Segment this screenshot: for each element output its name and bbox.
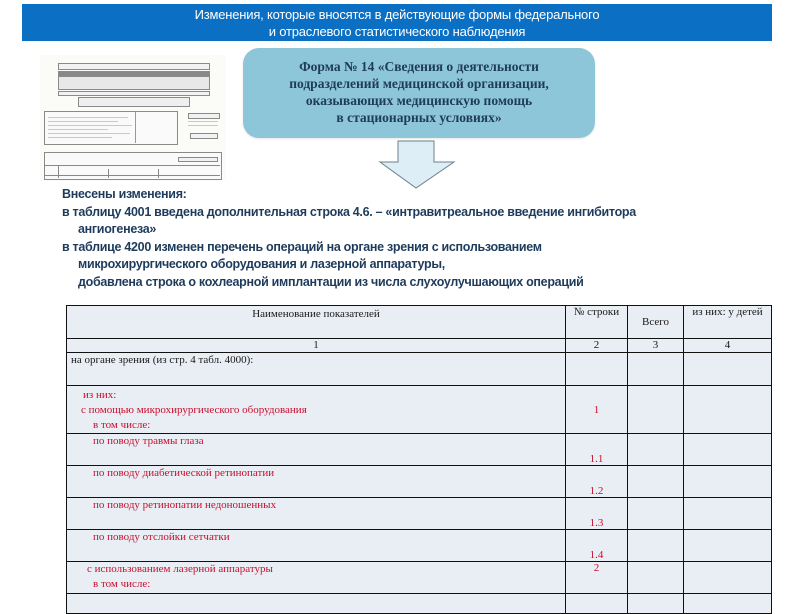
row-label	[67, 562, 566, 594]
column-number-3: 3	[628, 339, 684, 353]
row-number-cell: 1.1	[566, 434, 628, 466]
table-row	[67, 466, 772, 498]
total-cell[interactable]	[628, 530, 684, 562]
children-cell[interactable]	[684, 562, 772, 594]
row-label-line: в том числе:	[93, 419, 151, 431]
total-cell[interactable]	[628, 353, 684, 386]
row-label-line: с помощью микрохирургического оборудования	[81, 404, 307, 416]
callout-line-1: Форма № 14 «Сведения о деятельности	[299, 59, 539, 74]
row-number-cell	[566, 594, 628, 614]
form-14-callout	[243, 48, 595, 138]
row-label-line: с использованием лазерной аппаратуры	[87, 563, 273, 575]
row-label	[67, 594, 566, 614]
arrow-down-icon	[378, 140, 458, 190]
table-header-row	[67, 306, 772, 339]
title-line-1: Изменения, которые вносятся в действующие формы федерального	[194, 7, 600, 22]
row-label	[67, 530, 566, 562]
change-item-2-line-1: в таблице 4200 изменен перечень операций на органе зрения с использованием	[62, 239, 542, 254]
children-cell[interactable]	[684, 386, 772, 434]
row-label-line: в том числе:	[93, 578, 151, 590]
header-row-number: № строки	[566, 306, 628, 339]
row-number-cell: 1.3	[566, 498, 628, 530]
header-indicator-name: Наименование показателей	[67, 306, 566, 339]
children-cell[interactable]	[684, 434, 772, 466]
row-label-line: по поводу ретинопатии недоношенных	[93, 499, 277, 511]
row-number-cell: 1.2	[566, 466, 628, 498]
form-document-thumbnail	[40, 55, 226, 181]
callout-line-2: подразделений медицинской организации,	[289, 76, 549, 91]
row-label-line: на органе зрения (из стр. 4 табл. 4000):	[71, 354, 254, 366]
row-label	[67, 386, 566, 434]
children-cell[interactable]	[684, 353, 772, 386]
row-label-line: по поводу отслойки сетчатки	[93, 531, 230, 543]
children-cell[interactable]	[684, 594, 772, 614]
table-row	[67, 530, 772, 562]
column-number-2: 2	[566, 339, 628, 353]
header-total: Всего	[628, 306, 684, 339]
row-label	[67, 353, 566, 386]
table-column-numbers-row	[67, 339, 772, 353]
callout-line-4: в стационарных условиях»	[336, 110, 502, 125]
total-cell[interactable]	[628, 386, 684, 434]
table-row	[67, 434, 772, 466]
changes-description	[62, 186, 782, 292]
row-label-line: по поводу травмы глаза	[93, 435, 204, 447]
row-number-cell	[566, 353, 628, 386]
slide-title-banner	[22, 4, 772, 41]
header-children: из них: у детей	[684, 306, 772, 339]
change-item-1-line-1: в таблицу 4001 введена дополнительная строка 4.6. – «интравитреальное введение ингибитора	[62, 204, 636, 219]
title-line-2: и отраслевого статистического наблюдения	[268, 24, 526, 39]
table-row	[67, 386, 772, 434]
column-number-4: 4	[684, 339, 772, 353]
total-cell[interactable]	[628, 594, 684, 614]
eye-operations-table	[66, 305, 772, 614]
row-number-cell: 1	[566, 386, 628, 434]
change-item-2-line-3: добавлена строка о кохлеарной имплантации из числа слухоулучшающих операций	[78, 274, 584, 289]
row-number-cell: 1.4	[566, 530, 628, 562]
children-cell[interactable]	[684, 530, 772, 562]
row-label	[67, 434, 566, 466]
column-number-1: 1	[67, 339, 566, 353]
total-cell[interactable]	[628, 466, 684, 498]
row-label-line: из них:	[83, 389, 117, 401]
total-cell[interactable]	[628, 434, 684, 466]
table-row	[67, 353, 772, 386]
row-number-cell: 2	[566, 562, 628, 594]
table-row-partial	[67, 594, 772, 614]
callout-line-3: оказывающих медицинскую помощь	[305, 93, 533, 108]
children-cell[interactable]	[684, 498, 772, 530]
changes-heading: Внесены изменения:	[62, 187, 187, 201]
total-cell[interactable]	[628, 498, 684, 530]
change-item-2-line-2: микрохирургического оборудования и лазерной аппаратуры,	[78, 257, 445, 272]
children-cell[interactable]	[684, 466, 772, 498]
total-cell[interactable]	[628, 562, 684, 594]
table-row	[67, 498, 772, 530]
table-row	[67, 562, 772, 594]
change-item-1-line-2: ангиогенеза»	[78, 222, 157, 237]
row-label-line: по поводу диабетической ретинопатии	[93, 467, 275, 479]
row-label	[67, 466, 566, 498]
row-label	[67, 498, 566, 530]
